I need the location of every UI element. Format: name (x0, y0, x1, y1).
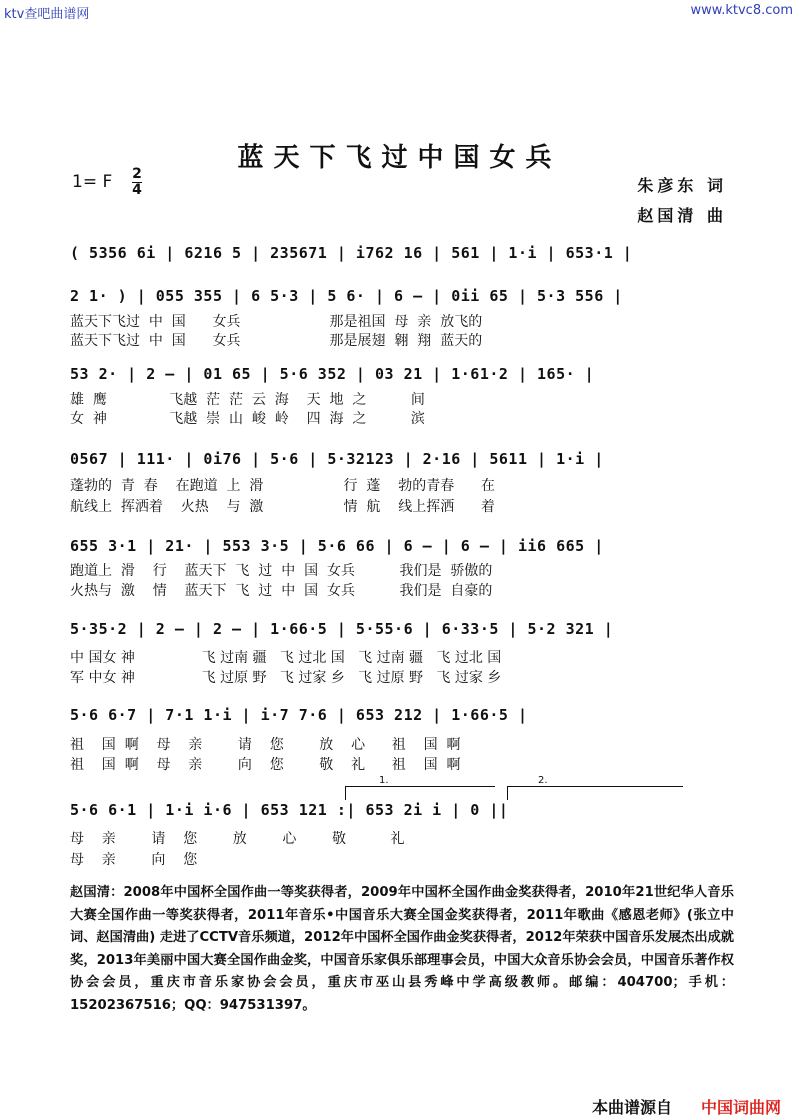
composer-credit: 赵国清 曲 (637, 206, 727, 225)
lyricist-credit: 朱彦东 词 (637, 176, 727, 195)
watermark-right: www.ktvc8.com (690, 3, 793, 18)
notation-row-5: 655 3·1 | 21· | 553 3·5 | 5·6 66 | 6 – | 6 – | ii6 665 | (70, 537, 604, 555)
volta-second-number: 2. (538, 775, 548, 786)
notation-row-8: 5·6 6·1 | 1·i i·6 | 653 121 :| 653 2i i | 0 || (70, 801, 509, 819)
time-signature (132, 168, 142, 197)
notation-row-4: 0567 | 111· | 0i76 | 5·6 | 5·32123 | 2·16 | 5611 | 1·i | (70, 450, 604, 468)
volta-first-bracket (345, 786, 495, 787)
lyric-row-2a: 雄 鹰 飞越 茫 茫 云 海 天 地 之 间 (70, 392, 425, 408)
lyric-row-5b: 军 中女 神 飞 过原 野 飞 过家 乡 飞 过原 野 飞 过家 乡 (70, 670, 502, 686)
volta-second-bracket (507, 786, 683, 787)
notation-row-1: ( 5356 6i | 6216 5 | 235671 | i762 16 | 561 | 1·i | 653·1 | (70, 244, 633, 262)
lyric-row-1a: 蓝天下飞过 中 国 女兵 那是祖国 母 亲 放飞的 (70, 314, 483, 330)
lyric-row-2b: 女 神 飞越 崇 山 峻 岭 四 海 之 滨 (70, 411, 425, 427)
composer-biography: 赵国清：2008年中国杯全国作曲一等奖获得者，2009年中国杯全国作曲金奖获得者，2010年21世纪华人音乐大赛全国作曲一等奖获得者，2011年音乐•中国音乐大赛全国金奖获得者，2011年歌曲《感恩老师》(张立中词、赵国清曲) 走进了CCTV音乐频道，2012年中国杯全国作曲金奖获得者，2012年荣获中国音乐发展杰出成就奖，2013年美丽中国大赛全国作曲金奖，中国音乐家俱乐部理事会员，中国大众音乐协会会员，中国音乐著作权协会会员，重庆市音乐家协会会员，重庆市巫山县秀峰中学高级教师。邮编：404700；手机：15202367516；QQ：947531397。 (70, 885, 734, 1013)
lyric-row-7a: 母 亲 请 您 放 心 敬 礼 (70, 831, 405, 847)
source-site-link[interactable]: 中国词曲网 (701, 1098, 782, 1117)
lyric-row-7b: 母 亲 向 您 (70, 852, 198, 868)
lyric-row-3b: 航线上 挥洒着 火热 与 激 情 航 线上挥洒 着 (70, 499, 495, 515)
lyric-row-4a: 跑道上 滑 行 蓝天下 飞 过 中 国 女兵 我们是 骄傲的 (70, 563, 493, 579)
lyric-row-6a: 祖 国 啊 母 亲 请 您 放 心 祖 国 啊 (70, 737, 461, 753)
song-title: 蓝天下飞过中国女兵 (237, 143, 562, 173)
lyric-row-4b: 火热与 激 情 蓝天下 飞 过 中 国 女兵 我们是 自豪的 (70, 583, 493, 599)
volta-first-tick (345, 786, 346, 800)
lyric-row-1b: 蓝天下飞过 中 国 女兵 那是展翅 翱 翔 蓝天的 (70, 333, 483, 349)
key-signature: 1= F (72, 172, 113, 192)
watermark-left: ktv查吧曲谱网 (4, 7, 90, 22)
meter-bottom: 4 (132, 182, 142, 198)
source-label: 本曲谱源自 (592, 1098, 673, 1117)
lyric-row-6b: 祖 国 啊 母 亲 向 您 敬 礼 祖 国 啊 (70, 757, 461, 773)
volta-second-tick (507, 786, 508, 800)
notation-row-7: 5·6 6·7 | 7·1 1·i | i·7 7·6 | 653 212 | 1·66·5 | (70, 706, 528, 724)
lyric-row-5a: 中 国女 神 飞 过南 疆 飞 过北 国 飞 过南 疆 飞 过北 国 (70, 650, 502, 666)
meter-top: 2 (132, 166, 142, 182)
notation-row-6: 5·35·2 | 2 – | 2 – | 1·66·5 | 5·55·6 | 6·33·5 | 5·2 321 | (70, 620, 614, 638)
volta-first-number: 1. (379, 775, 389, 786)
notation-row-2: 2 1· ) | 055 355 | 6 5·3 | 5 6· | 6 – | 0ii 65 | 5·3 556 | (70, 287, 623, 305)
lyric-row-3a: 蓬勃的 青 春 在跑道 上 滑 行 蓬 勃的青春 在 (70, 478, 495, 494)
notation-row-3: 53 2· | 2 – | 01 65 | 5·6 352 | 03 21 | 1·61·2 | 165· | (70, 365, 595, 383)
